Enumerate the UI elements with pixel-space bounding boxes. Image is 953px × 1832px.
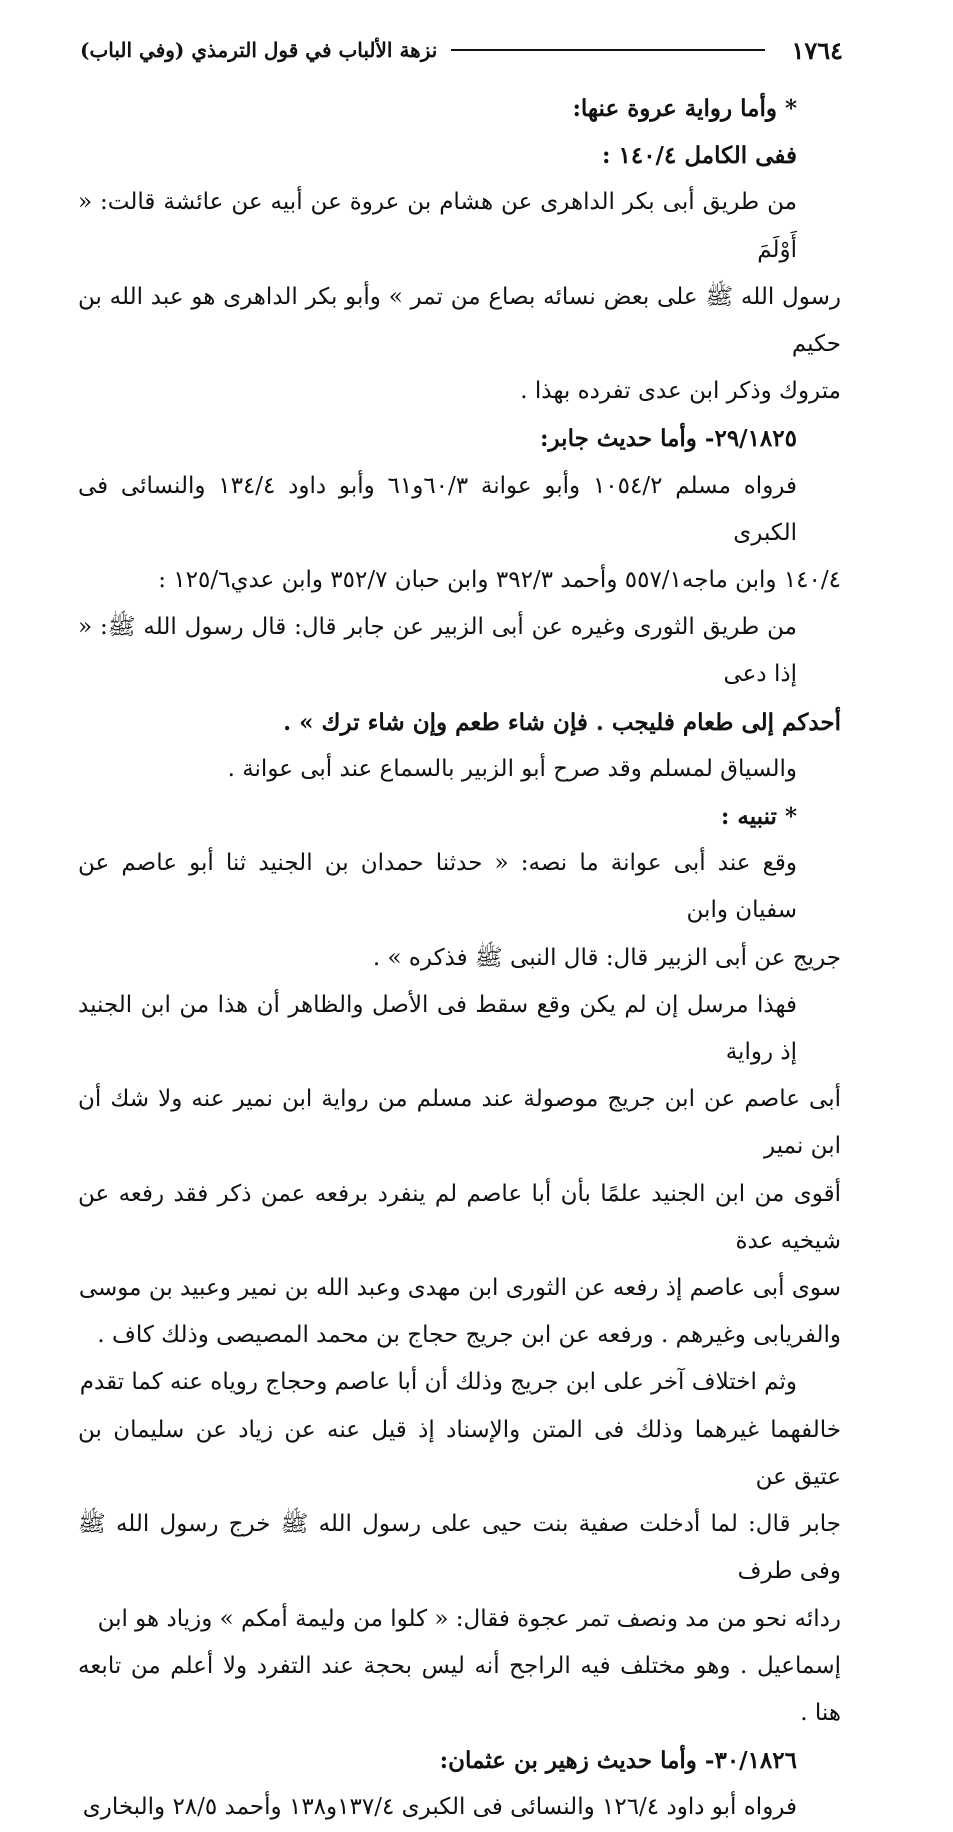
text-line: أقوى من ابن الجنيد علمًا بأن أبا عاصم لم ينفرد برفعه عمن ذكر فقد رفعه عن شيخيه عدة [78,1180,841,1254]
text-line: ٢٩/١٨٢٥- وأما حديث جابر: [539,425,797,453]
text-line: وقع عند أبى عوانة ما نصه: « حدثنا حمدان بن الجنيد ثنا أبو عاصم عن سفيان وابن [78,850,797,924]
header-rule [451,49,765,51]
text-line: من طريق الثورى وغيره عن أبى الزبير عن جابر قال: قال رسول الله ﷺ: « إذا دعى [78,614,797,688]
text-line: ١٤٠/٤ وابن ماجه٥٥٧/١ وأحمد ٣٩٢/٣ وابن حبان ٣٥٢/٧ وابن عدي١٢٥/٦ : [158,567,841,594]
text-line: فهذا مرسل إن لم يكن وقع سقط فى الأصل والظاهر أن هذا من ابن الجنيد إذ رواية [78,991,797,1066]
text-line: من طريق أبى بكر الداهرى عن هشام بن عروة عن أبيه عن عائشة قالت: « أَوْلَمَ [78,189,797,263]
page-body [78,85,841,1832]
text-line: * تنبيه : [720,803,797,831]
page-number: ١٧٦٤ [791,35,843,65]
text-line: متروك وذكر ابن عدى تفرده بهذا . [520,378,841,405]
text-line: رسول الله ﷺ على بعض نسائه بصاع من تمر » وأبو بكر الداهرى هو عبد الله بن حكيم [78,283,841,358]
text-line: والسياق لمسلم وقد صرح أبو الزبير بالسماع عند أبى عوانة . [227,755,797,782]
text-line: ردائه نحو من مد ونصف تمر عجوة فقال: « كلوا من وليمة أمكم » وزياد هو ابن [97,1605,841,1632]
text-line: والفريابى وغيرهم . ورفعه عن ابن جريج حجاج بن محمد المصيصى وذلك كاف . [97,1322,841,1349]
text-line: أحدكم إلى طعام فليجب . فإن شاء طعم وإن شاء ترك » . [283,708,841,736]
text-line: فرواه أبو داود ١٢٦/٤ والنسائى فى الكبرى ١٣٧/٤و١٣٨ وأحمد ٢٨/٥ والبخارى [82,1794,797,1821]
text-line: وثم اختلاف آخر على ابن جريج وذلك أن أبا عاصم وحجاج روياه عنه كما تقدم [79,1369,797,1396]
running-title: نزهة الألباب في قول الترمذي (وفي الباب) [80,38,438,62]
text-line: فرواه مسلم ١٠٥٤/٢ وأبو عوانة ٦٠/٣و٦١ وأبو داود ١٣٤/٤ والنسائى فى الكبرى [78,472,797,546]
text-line: ففى الكامل ١٤٠/٤ : [602,142,797,170]
text-line: جريج عن أبى الزبير قال: قال النبى ﷺ فذكره » . [372,944,841,971]
text-line: أبى عاصم عن ابن جريج موصولة عند مسلم من رواية ابن نمير عنه ولا شك أن ابن نمير [78,1086,841,1160]
text-line: جابر قال: لما أدخلت صفية بنت حيى على رسول الله ﷺ خرج رسول الله ﷺ وفى طرف [78,1511,841,1585]
text-line: خالفهما غيرهما وذلك فى المتن والإسناد إذ قيل عنه عن زياد عن سليمان بن عتيق عن [78,1416,841,1490]
text-line: سوى أبى عاصم إذ رفعه عن الثورى ابن مهدى وعبد الله بن نمير وعبيد بن موسى [78,1275,841,1302]
text-line: إسماعيل . وهو مختلف فيه الراجح أنه ليس بحجة عند التفرد ولا أعلم من تابعه هنا . [78,1652,841,1726]
text-line: * وأما رواية عروة عنها: [572,95,797,122]
running-header [80,30,843,70]
text-line: ٣٠/١٨٢٦- وأما حديث زهير بن عثمان: [439,1747,797,1775]
